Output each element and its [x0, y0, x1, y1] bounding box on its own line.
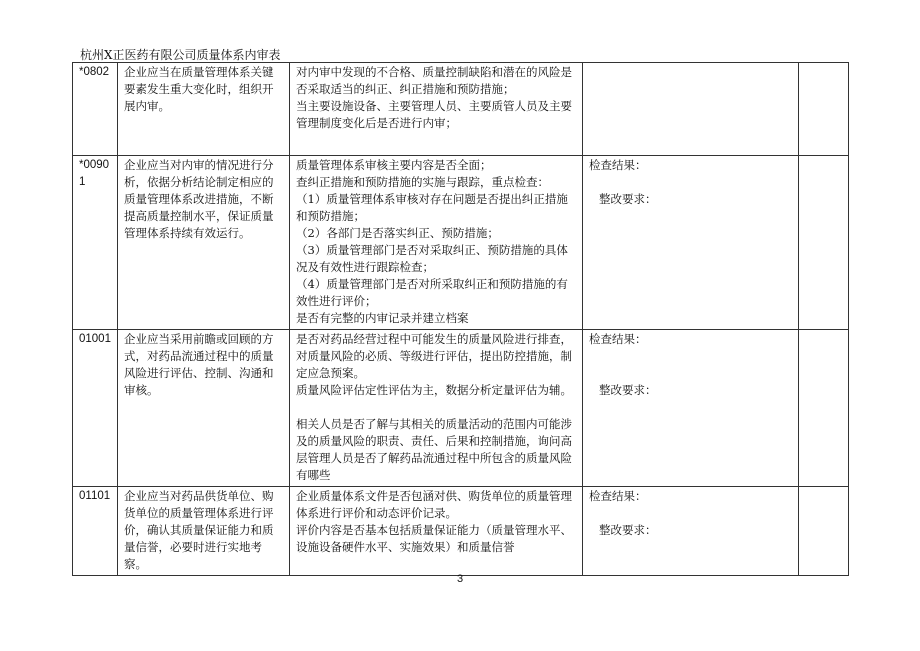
check-result-cell — [583, 63, 799, 156]
rectify-label: 整改要求： — [599, 383, 657, 397]
clause-code: 01001 — [73, 330, 118, 487]
inspection-content — [290, 487, 583, 576]
audit-table — [72, 62, 849, 576]
table-row — [73, 330, 849, 487]
clause-code: *0802 — [73, 63, 118, 156]
check-result-cell — [583, 156, 799, 330]
content-line: （4）质量管理部门是否对所采取纠正和预防措施的有效性进行评价； — [296, 277, 568, 308]
content-line: 当主要设施设备、主要管理人员、主要质管人员及主要管理制度变化后是否进行内审； — [296, 99, 572, 130]
content-line: 评价内容是否基本包括质量保证能力（质量管理水平、设施设备硬件水平、实施效果）和质量信誉 — [296, 523, 572, 554]
clause-requirement: 企业应当在质量管理体系关键要素发生重大变化时，组织开展内审。 — [118, 63, 290, 156]
content-line: （3）质量管理部门是否对采取纠正、预防措施的具体况及有效性进行跟踪检查； — [296, 243, 568, 274]
clause-requirement: 企业应当采用前瞻或回顾的方式，对药品流通过程中的质量风险进行评估、控制、沟通和审核。 — [118, 330, 290, 487]
content-line: 质量风险评估定性评估为主，数据分析定量评估为辅。 — [296, 383, 572, 397]
clause-requirement: 企业应当对内审的情况进行分析，依据分析结论制定相应的质量管理体系改进措施，不断提高质量控制水平，保证质量管理体系持续有效运行。 — [118, 156, 290, 330]
content-line: 企业质量体系文件是否包涵对供、购货单位的质量管理体系进行评价和动态评价记录。 — [296, 489, 572, 520]
document-header: 杭州X正医药有限公司质量体系内审表 — [80, 48, 281, 62]
content-line: 相关人员是否了解与其相关的质量活动的范围内可能涉及的质量风险的职责、责任、后果和控制措施，询问高层管理人员是否了解药品流通过程中所包含的质量风险有哪些 — [296, 417, 572, 482]
table-row — [73, 487, 849, 576]
content-line: 对内审中发现的不合格、质量控制缺陷和潜在的风险是否采取适当的纠正、纠正措施和预防措施； — [296, 65, 572, 96]
page-number: 3 — [456, 573, 464, 585]
remarks-cell — [799, 330, 849, 487]
inspection-content — [290, 63, 583, 156]
remarks-cell — [799, 156, 849, 330]
table-row — [73, 156, 849, 330]
content-line: 查纠正措施和预防措施的实施与跟踪，重点检查： — [296, 175, 549, 189]
check-result-cell — [583, 330, 799, 487]
remarks-cell — [799, 487, 849, 576]
clause-code: 01101 — [73, 487, 118, 576]
rectify-label: 整改要求： — [599, 192, 657, 206]
inspection-content — [290, 330, 583, 487]
check-result-label: 检查结果： — [589, 158, 647, 172]
content-line: 质量管理体系审核主要内容是否全面； — [296, 158, 492, 172]
table-row — [73, 63, 849, 156]
inspection-content — [290, 156, 583, 330]
content-line: （1）质量管理体系审核对存在问题是否提出纠正措施和预防措施； — [296, 192, 568, 223]
clause-code: *00901 — [73, 156, 118, 330]
check-result-label: 检查结果： — [589, 489, 647, 503]
clause-requirement: 企业应当对药品供货单位、购货单位的质量管理体系进行评价，确认其质量保证能力和质量信誉，必要时进行实地考察。 — [118, 487, 290, 576]
content-line: （2）各部门是否落实纠正、预防措施； — [296, 226, 499, 240]
content-spacer — [296, 399, 576, 416]
check-result-cell — [583, 487, 799, 576]
content-line: 是否对药品经营过程中可能发生的质量风险进行排查，对质量风险的必质、等级进行评估，提出防控措施，制定应急预案。 — [296, 332, 572, 380]
remarks-cell — [799, 63, 849, 156]
rectify-label: 整改要求： — [599, 523, 657, 537]
check-result-label: 检查结果： — [589, 332, 647, 346]
content-line: 是否有完整的内审记录并建立档案 — [296, 311, 469, 325]
